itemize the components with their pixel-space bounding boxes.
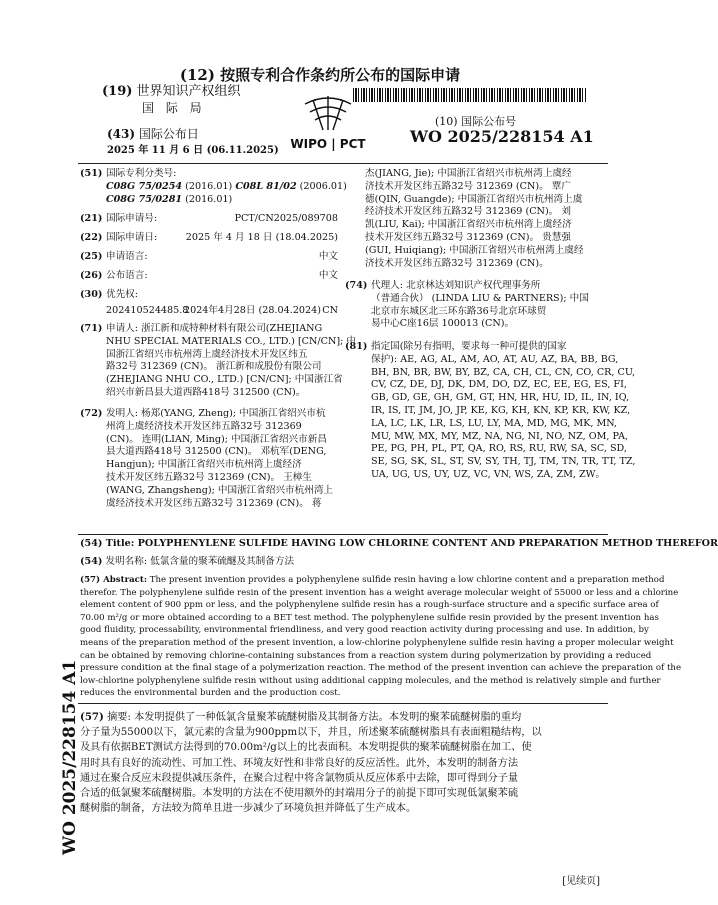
document-type: (12) 按照专利合作条约所公布的国际申请 bbox=[179, 66, 461, 84]
pub-lang: 中文 bbox=[318, 270, 338, 281]
abstract-zh-code: (57) bbox=[80, 711, 104, 723]
applicants-line: 申请人: 浙江新和成特种材料有限公司(ZHEJIANG bbox=[106, 323, 323, 334]
states-line: 保护): AE, AG, AL, AM, AO, AT, AU, AZ, BA, BB, BG, bbox=[371, 353, 619, 365]
pub-date-label: 国际公布日 bbox=[138, 127, 199, 141]
title-zh-code: (54) bbox=[80, 556, 103, 567]
states-line: CV, CZ, DE, DJ, DK, DM, DO, DZ, EC, EE, EG, ES, FI, bbox=[371, 379, 627, 391]
title-en-text: POLYPHENYLENE SULFIDE HAVING LOW CHLORINE CONTENT AND PREPARATION METHOD THEREFOR bbox=[134, 538, 718, 549]
barcode bbox=[353, 88, 587, 102]
title-zh bbox=[80, 556, 294, 569]
app-no: PCT/CN2025/089708 bbox=[234, 213, 338, 224]
inventors-line: (GUI, Huiqiang); 中国浙江省绍兴市杭州湾上虞经 bbox=[365, 244, 584, 256]
inventors-line: 州湾上虞经济技术开发区纬五路32号 312369 bbox=[106, 420, 302, 432]
ipc-1-date: (2016.01) bbox=[182, 181, 236, 192]
field-code-74: (74) bbox=[345, 280, 368, 291]
inventors-line: 凯(LIU, Kai); 中国浙江省绍兴市杭州湾上虞经济 bbox=[365, 219, 572, 231]
field-code-51: (51) bbox=[80, 168, 103, 179]
inventors bbox=[106, 408, 338, 510]
states-line: LA, LC, LK, LR, LS, LU, LY, MA, MD, MG, MK, MN, bbox=[371, 417, 618, 429]
filing-lang-label: 申请语言: bbox=[106, 251, 148, 262]
wipo-pct-logo bbox=[283, 92, 373, 154]
ipc-2: C08L 81/02 bbox=[235, 181, 297, 192]
field-code-22: (22) bbox=[80, 232, 103, 243]
agent-line: 易中心C座16层 100013 (CN)。 bbox=[371, 318, 515, 330]
inventors-line: 虞经济技术开发区纬五路32号 312369 (CN)。 蒋 bbox=[106, 497, 322, 509]
states-line: SE, SG, SK, SL, ST, SV, SY, TH, TJ, TM, TN, TR, TT, TZ, bbox=[371, 456, 636, 468]
title-en bbox=[80, 538, 718, 551]
office-block bbox=[102, 84, 272, 116]
app-date-label: 国际申请日: bbox=[106, 232, 158, 243]
agent bbox=[371, 280, 589, 331]
applicants-line: (ZHEJIANG NHU CO., LTD.) [CN/CN]; 中国浙江省 bbox=[106, 374, 343, 386]
inventors-continued bbox=[365, 168, 584, 270]
states-line: 指定国(除另有指明，要求每一种可提供的国家 bbox=[371, 341, 567, 352]
inventors-line: 德(QIN, Guangde); 中国浙江省绍兴市杭州湾上虞 bbox=[365, 193, 583, 205]
field-code-81: (81) bbox=[345, 341, 368, 352]
side-publication-number: WO 2025/228154 A1 bbox=[60, 659, 80, 855]
field-code-21: (21) bbox=[80, 213, 103, 224]
abstract-divider bbox=[78, 703, 608, 704]
abstract-zh-line: 合适的低氯聚苯硫醚树脂。本发明的方法在不使用额外的封端用分子的前提下即可实现低氯聚苯硫 bbox=[80, 788, 519, 800]
field-code-25: (25) bbox=[80, 251, 103, 262]
abstract-en bbox=[80, 574, 682, 700]
inventors-line: (WANG, Zhangsheng); 中国浙江省绍兴市杭州湾上 bbox=[106, 484, 334, 496]
title-en-code: (54) Title: bbox=[80, 538, 135, 549]
states-line: MU, MW, MX, MY, MZ, NA, NG, NI, NO, NZ, OM, PA, bbox=[371, 430, 629, 442]
abstract-en-line: therefor. The polyphenylene sulfide resin of the present invention has a weight average molecular weight of 55000 or less and a chlorine bbox=[80, 587, 679, 598]
pub-lang-label: 公布语言: bbox=[106, 270, 148, 281]
abstract-zh-line: 摘要: 本发明提供了一种低氯含量聚苯硫醚树脂及其制备方法。本发明的聚苯硫醚树脂的重均 bbox=[103, 712, 522, 723]
inventors-line: (CN)。 连明(LIAN, Ming); 中国浙江省绍兴市新昌 bbox=[106, 433, 327, 445]
priority-no: 202410524485.8 bbox=[106, 305, 189, 316]
continued-on-next-page: [见续页] bbox=[562, 876, 600, 887]
applicants-line: 国浙江省绍兴市杭州湾上虞经济技术开发区纬五 bbox=[106, 348, 308, 360]
abstract-en-line: good fluidity, processability, environmental friendliness, and very good reaction activity during processing and use. In addition, by bbox=[80, 625, 649, 636]
field-code-71: (71) bbox=[80, 323, 103, 334]
ipc-3: C08G 75/0281 bbox=[106, 194, 183, 205]
inventors-line: 县大道西路418号 312500 (CN)。 邓杭军(DENG, bbox=[106, 446, 327, 458]
pub-date-code: (43) bbox=[107, 127, 136, 141]
agent-line: 北京市东城区北三环东路36号北京环球贸 bbox=[371, 305, 547, 317]
app-no-label: 国际申请号: bbox=[106, 213, 158, 224]
states-line: PE, PG, PH, PL, PT, QA, RO, RS, RU, RW, SA, SC, SD, bbox=[371, 443, 627, 455]
abstract-en-code: (57) Abstract: bbox=[80, 575, 148, 585]
priority-label: 优先权: bbox=[106, 289, 139, 300]
abstract-zh-line: 通过在聚合反应末段提供减压条件，在聚合过程中将含氯物质从反应体系中去除，即可得到分子量 bbox=[80, 772, 519, 784]
abstract-zh-line: 及具有依据BET测试方法得到的70.00m²/g以上的比表面积。本发明提供的聚苯硫醚树脂在加工、使 bbox=[80, 742, 532, 754]
inventors-line: 技术开发区纬五路32号 312369 (CN)。 王樟生 bbox=[106, 471, 312, 483]
states-line: UA, UG, US, UY, UZ, VC, VN, WS, ZA, ZM, ZW。 bbox=[371, 468, 606, 480]
field-code-72: (72) bbox=[80, 408, 103, 419]
org-name: 世界知识产权组织 bbox=[136, 84, 241, 99]
inventors-line: 济技术开发区纬五路32号 312369 (CN)。 覃广 bbox=[365, 180, 571, 192]
ipc-1: C08G 75/0254 bbox=[106, 181, 183, 192]
abstract-zh-line: 用时具有良好的流动性、可加工性、环境友好性和非常良好的反应活性。此外，本发明的制备方法 bbox=[80, 757, 519, 769]
applicants-line: 绍兴市新昌县大道西路418号 312500 (CN)。 bbox=[106, 386, 306, 398]
abstract-en-line: reduces the environmental burden and the production cost. bbox=[80, 688, 341, 699]
priority-date: 2024年4月28日 (28.04.2024) bbox=[184, 305, 321, 316]
agent-line: 代理人: 北京林达刘知识产权代理事务所 bbox=[371, 280, 541, 291]
ipc-2-date: (2006.01) bbox=[296, 181, 347, 192]
header-divider bbox=[78, 163, 608, 164]
pub-no-label: 国际公布号 bbox=[461, 115, 517, 128]
org-subname: 国 际 局 bbox=[142, 101, 206, 115]
inventors-line: 济技术开发区纬五路32号 312369 (CN)。 bbox=[365, 257, 549, 269]
agent-line: （普通合伙） (LINDA LIU & PARTNERS); 中国 bbox=[371, 292, 589, 304]
inventors-line: 技术开发区纬五路32号 312369 (CN)。 贵慧强 bbox=[365, 231, 571, 243]
publication-number: WO 2025/228154 A1 bbox=[410, 127, 594, 146]
states-line: IR, IS, IT, JM, JO, JP, KE, KG, KH, KN, KP, KR, KW, KZ, bbox=[371, 404, 631, 416]
pub-date-label-row bbox=[107, 125, 199, 142]
pub-date: 2025 年 11 月 6 日 (06.11.2025) bbox=[107, 145, 279, 156]
abstract-zh bbox=[80, 710, 608, 816]
filing-lang: 中文 bbox=[318, 251, 338, 262]
abstract-en-line: 70.00 m²/g or more obtained according to a BET test method. The polyphenylene sulfide resin provided by the present invention has bbox=[80, 612, 659, 623]
abstract-en-line: pressure condition at the final stage of a polymerization reaction. The method of the present invention can achieve the preparation of the bbox=[80, 663, 682, 674]
applicants-line: 路32号 312369 (CN)。 浙江新和成股份有限公司 bbox=[106, 361, 322, 373]
states-line: GB, GD, GE, GH, GM, GT, HN, HR, HU, ID, IL, IN, IQ, bbox=[371, 392, 630, 404]
abstract-en-line: can be obtained by removing chlorine-containing substances from a reaction system during polymerization by providing a reduced bbox=[80, 650, 652, 661]
logo-text: WIPO | PCT bbox=[290, 137, 366, 151]
abstract-zh-line: 醚树脂的制备，方法较为简单且进一步减少了环境负担并降低了生产成本。 bbox=[80, 803, 417, 815]
abstract-en-line: The present invention provides a polyphenylene sulfide resin having a low chlorine content and a preparation method bbox=[147, 575, 665, 585]
ipc-label: 国际专利分类号: bbox=[106, 168, 177, 179]
designated-states bbox=[371, 341, 635, 482]
title-divider bbox=[78, 534, 608, 535]
pub-no-code: (10) bbox=[435, 115, 458, 128]
inventors-line: 经济技术开发区纬五路32号 312369 (CN)。 刘 bbox=[365, 206, 571, 218]
app-date: 2025 年 4 月 18 日 (18.04.2025) bbox=[185, 232, 338, 243]
applicants-line: NHU SPECIAL MATERIALS CO., LTD.) [CN/CN]; 中 bbox=[106, 335, 357, 347]
ipc-3-date: (2016.01) bbox=[182, 194, 233, 205]
org-code: (19) bbox=[102, 84, 133, 99]
field-code-30: (30) bbox=[80, 289, 103, 300]
abstract-en-line: means of the preparation method of the present invention, a low-chlorine polyphenylene sulfide resin having a proper molecular weight bbox=[80, 637, 674, 648]
priority-country: CN bbox=[322, 305, 338, 316]
field-code-26: (26) bbox=[80, 270, 103, 281]
abstract-zh-line: 分子量为55000以下，氯元素的含量为900ppm以下，并且，所述聚苯硫醚树脂具有表面粗糙结构，以 bbox=[80, 727, 542, 739]
inventors-line: 杰(JIANG, Jie); 中国浙江省绍兴市杭州湾上虞经 bbox=[365, 168, 572, 179]
title-zh-text: 发明名称: 低氯含量的聚苯硫醚及其制备方法 bbox=[102, 556, 295, 567]
abstract-en-line: element content of 900 ppm or less, and the polyphenylene sulfide resin has a rough-surface structure and a specific surface area of bbox=[80, 600, 659, 611]
inventors-line: 发明人: 杨郑(YANG, Zheng); 中国浙江省绍兴市杭 bbox=[106, 408, 326, 419]
states-line: BH, BN, BR, BW, BY, BZ, CA, CH, CL, CN, CO, CR, CU, bbox=[371, 366, 636, 378]
abstract-en-line: low-chlorine polyphenylene sulfide resin without using additional capping molecules, and the method is relatively simple and further bbox=[80, 675, 661, 686]
inventors-line: Hangjun); 中国浙江省绍兴市杭州湾上虞经济 bbox=[106, 459, 302, 471]
